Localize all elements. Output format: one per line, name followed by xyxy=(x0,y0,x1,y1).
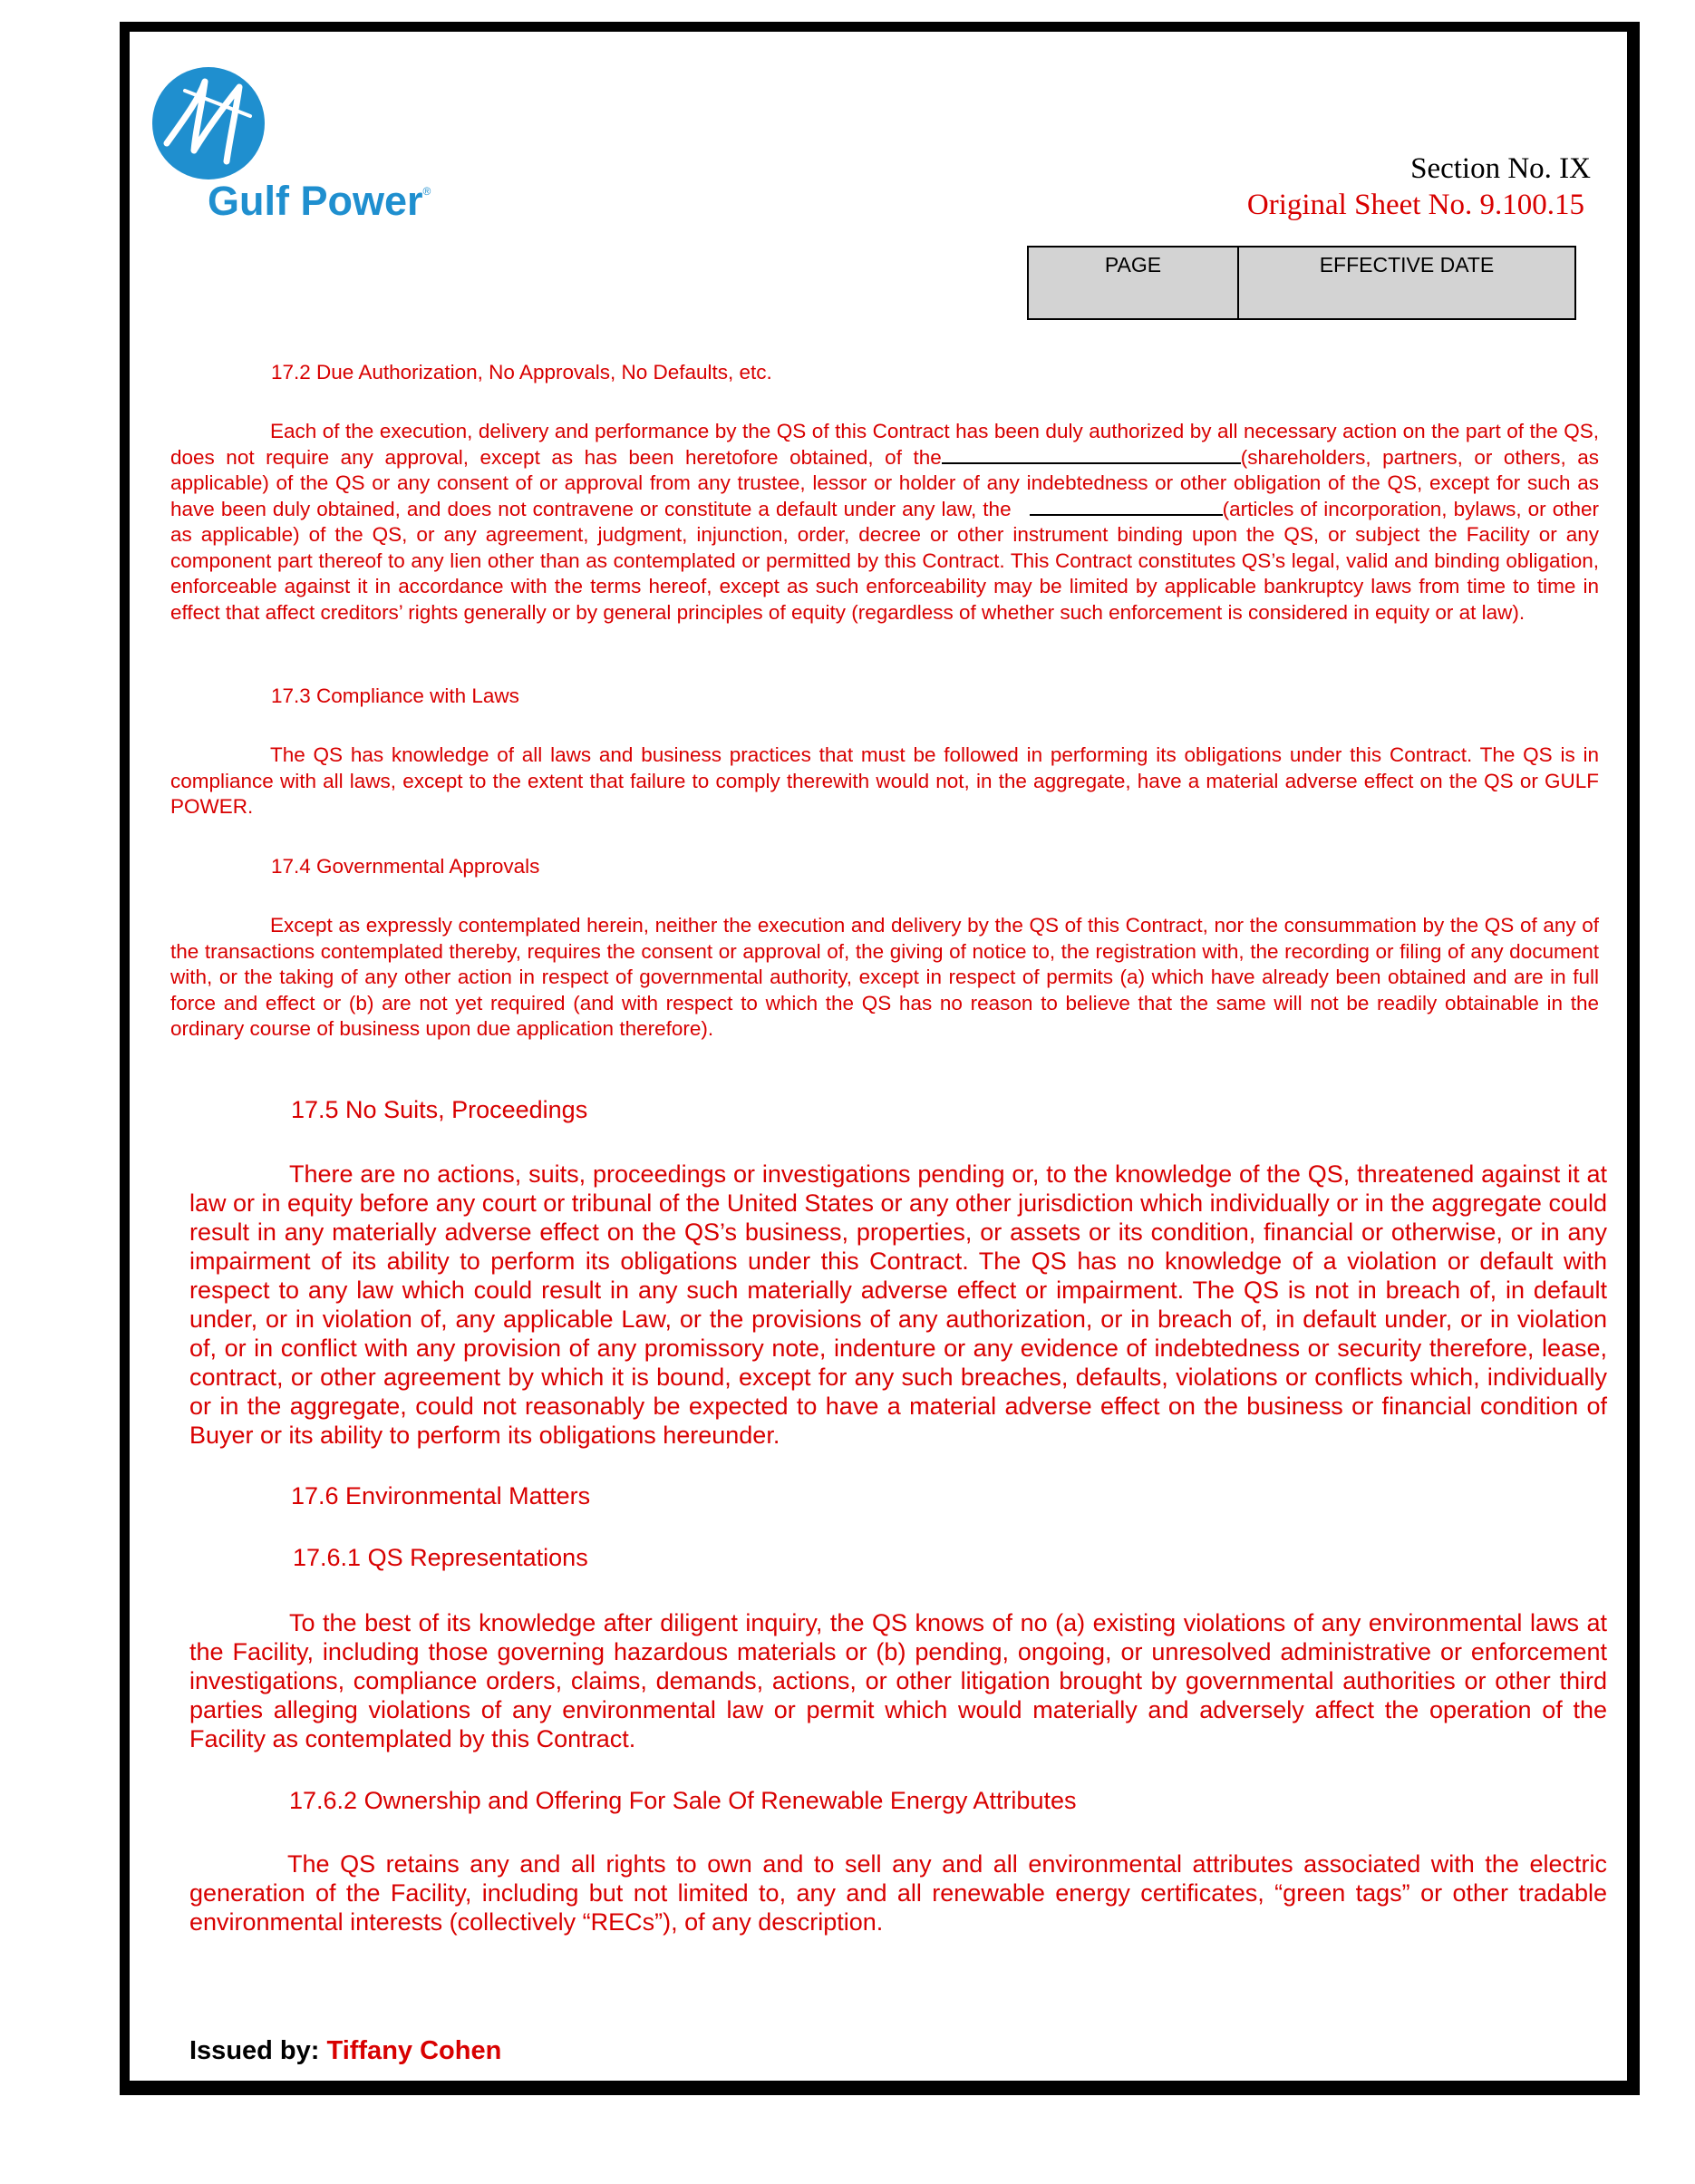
effective-date-column-header: EFFECTIVE DATE xyxy=(1238,247,1575,319)
paragraph-17-4-text: Except as expressly contemplated herein, neither the execution and delivery by the QS of this Contract, nor the consummation by the QS of any of the transactions contemplated thereby, requires the consent or approval of, the giving of notice to, the registration with, the recording or filing of any document with, or the taking of any other action in respect of governmental authority, except in respect of permits (a) which have already been obtained and are in full force and effect or (b) are not yet required (and with respect to which the QS has no reason to believe that the same will not be readily obtainable in the ordinary course of business upon due application therefore). xyxy=(170,914,1599,1040)
section-number: Section No. IX xyxy=(1410,152,1591,185)
paragraph-17-3 xyxy=(170,743,1599,820)
heading-17-6-2: 17.6.2 Ownership and Offering For Sale Of Renewable Energy Attributes xyxy=(289,1787,1077,1814)
blank-line-1 xyxy=(942,446,1241,464)
paragraph-17-6-2 xyxy=(189,1849,1607,1936)
paragraph-17-2 xyxy=(170,419,1599,626)
issued-by xyxy=(189,2036,501,2066)
blank-line-2 xyxy=(1030,498,1223,516)
paragraph-17-6-2-text: The QS retains any and all rights to own and to sell any and all environmental attributes associated with the electric generation of the Facility, including but not limited to, any and all renewable energy certificates, “green tags” or other tradable environmental interests (collectively “RECs”), of any description. xyxy=(189,1850,1607,1936)
paragraph-17-2-part1: Each of the execution, delivery and performance by the QS of this Contract has been duly authorized by all necessary action on the part of the QS, does not require any approval, except as has been heretofore obtained, of the xyxy=(170,420,1599,469)
page-border xyxy=(120,22,1640,2095)
gulf-power-logo-text: Gulf Power® xyxy=(208,178,431,224)
heading-17-6: 17.6 Environmental Matters xyxy=(291,1482,591,1509)
sheet-number: Original Sheet No. 9.100.15 xyxy=(1246,189,1584,221)
page-column-header: PAGE xyxy=(1028,247,1238,319)
issued-by-label: Issued by: xyxy=(189,2036,320,2065)
paragraph-17-2-part2: (shareholders, partners, or others, as applicable) of the QS or any consent of or approval from any trustee, lessor or holder of any indebtedness or other obligation of the QS, except for such as have been duly obtained, and does not contravene or constitute a default under any law, the xyxy=(170,445,1599,520)
heading-17-2: 17.2 Due Authorization, No Approvals, No Defaults, etc. xyxy=(271,361,772,383)
heading-17-3: 17.3 Compliance with Laws xyxy=(271,684,519,707)
issued-by-name: Tiffany Cohen xyxy=(326,2036,502,2065)
paragraph-17-5-text: There are no actions, suits, proceedings or investigations pending or, to the knowledge of the QS, threatened against it at law or in equity before any court or tribunal of the United States or any other jurisdiction which individually or in the aggregate could result in any materially adverse effect on the QS’s business, properties, or assets or its condition, financial or otherwise, or in any impairment of its ability to perform its obligations under this Contract. The QS has no knowledge of a violation or default with respect to any law which could result in any such materially adverse effect or impairment. The QS is not in breach of, in default under, or in violation of, any applicable Law, or the provisions of any authorization, or in breach of, in default under, or in violation of, or in conflict with any provision of any promissory note, indenture or any evidence of indebtedness or security therefore, lease, contract, or other agreement by which it is bound, except for any such breaches, defaults, violations or conflicts which, individually or in the aggregate, could not reasonably be expected to have a material adverse effect on the business or financial condition of Buyer or its ability to perform its obligations hereunder. xyxy=(189,1160,1607,1449)
paragraph-17-2-part3: (articles of incorporation, bylaws, or other as applicable) of the QS, or any agreement, judgment, injunction, order, decree or other instrument binding upon the QS, or subject the Facility or any component part thereof to any lien other than as contemplated or permitted by this Contract. This Contract constitutes QS’s legal, valid and binding obligation, enforceable against it in accordance with the terms hereof, except as such enforceability may be limited by applicable bankruptcy laws from time to time in effect that affect creditors’ rights generally or by general principles of equity (regardless of whether such enforcement is considered in equity or at law). xyxy=(170,497,1599,624)
heading-17-6-1: 17.6.1 QS Representations xyxy=(293,1544,588,1571)
paragraph-17-6-1-text: To the best of its knowledge after diligent inquiry, the QS knows of no (a) existing violations of any environmental laws at the Facility, including those governing hazardous materials or (b) pending, ongoing, or unresolved administrative or enforcement investigations, compliance orders, claims, demands, actions, or other litigation brought by governmental authorities or other third parties alleging violations of any environmental law or permit which would materially and adversely affect the operation of the Facility as contemplated by this Contract. xyxy=(189,1609,1607,1752)
page-effective-date-table xyxy=(1027,246,1576,320)
paragraph-17-6-1 xyxy=(189,1608,1607,1753)
paragraph-17-4 xyxy=(170,913,1599,1043)
heading-17-4: 17.4 Governmental Approvals xyxy=(271,855,540,878)
paragraph-17-3-text: The QS has knowledge of all laws and business practices that must be followed in performing its obligations under this Contract. The QS is in compliance with all laws, except to the extent that failure to comply therewith would not, in the aggregate, have a material adverse effect on the QS or GULF POWER. xyxy=(170,743,1599,818)
paragraph-17-5 xyxy=(189,1160,1607,1450)
heading-17-5: 17.5 No Suits, Proceedings xyxy=(291,1096,588,1123)
